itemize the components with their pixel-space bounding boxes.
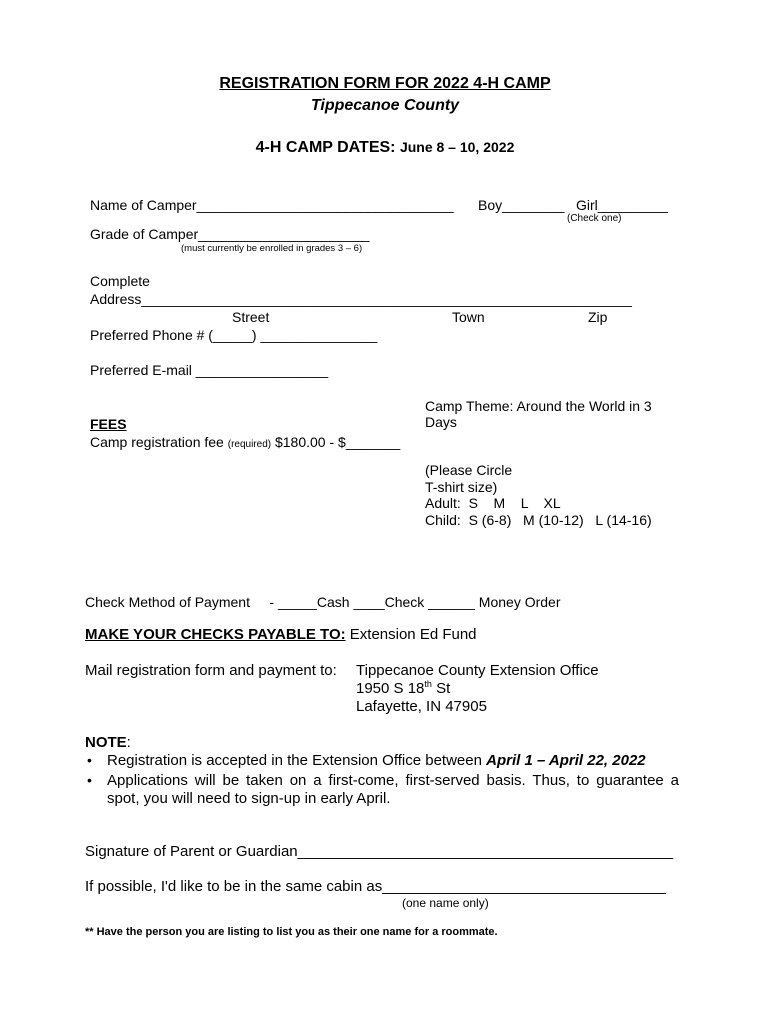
fees-heading: FEES (90, 416, 127, 432)
roommate-note: ** Have the person you are listing to list you as their one name for a roommate. (85, 926, 498, 938)
fee-required: (required) (227, 439, 272, 450)
grade-field[interactable]: Grade of Camper______________________ (90, 226, 370, 242)
form-title: REGISTRATION FORM FOR 2022 4-H CAMP (219, 75, 551, 92)
cabin-mate-field[interactable]: If possible, I'd like to be in the same cabin as__________________________________ (85, 878, 666, 895)
tshirt-child-sizes[interactable]: Child: S (6-8) M (10-12) L (14-16) (425, 512, 652, 528)
bullet-icon: • (87, 772, 92, 788)
mail-label: Mail registration form and payment to: (85, 662, 337, 679)
camp-theme-line1: Camp Theme: Around the World in 3 (425, 398, 652, 414)
fee-label: Camp registration fee (90, 434, 228, 450)
note-bullet-2-line2: spot, you will need to sign-up in early April. (107, 790, 391, 807)
payable-label: MAKE YOUR CHECKS PAYABLE TO: (85, 626, 346, 643)
tshirt-instruction-1: (Please Circle (425, 462, 513, 478)
town-caption: Town (452, 309, 485, 325)
note-bullet-2-line1: Applications will be taken on a first-come, first-served basis. Thus, to guarantee a (107, 772, 679, 789)
signature-field[interactable]: Signature of Parent or Guardian_____________________________________________ (85, 843, 674, 860)
camper-name-field[interactable]: Name of Camper_________________________________ (90, 197, 454, 213)
note-heading: NOTE: (85, 734, 131, 751)
camp-theme-line2: Days (425, 414, 457, 430)
tshirt-adult-sizes[interactable]: Adult: S M L XL (425, 495, 561, 511)
payable-value: Extension Ed Fund (345, 626, 477, 643)
tshirt-instruction-2: T-shirt size) (425, 479, 498, 495)
office-name: Tippecanoe County Extension Office (356, 662, 599, 679)
cabin-mate-note: (one name only) (402, 896, 489, 910)
note-bullet-1: Registration is accepted in the Extension Office between April 1 – April 22, 2022 (107, 752, 646, 769)
registration-fee-field[interactable] (90, 434, 400, 453)
address-label: Complete (90, 273, 150, 289)
bullet-icon: • (87, 752, 92, 768)
zip-caption: Zip (588, 309, 608, 325)
payable-line (85, 626, 477, 644)
office-city: Lafayette, IN 47905 (356, 698, 487, 715)
check-one-note: (Check one) (567, 213, 622, 224)
boy-checkbox-field[interactable]: Boy________ (478, 197, 565, 213)
county-subtitle: Tippecanoe County (310, 97, 460, 114)
office-street: 1950 S 18th St (356, 679, 451, 697)
grade-note: (must currently be enrolled in grades 3 – 6) (181, 243, 363, 254)
girl-checkbox-field[interactable]: Girl_________ (576, 197, 668, 213)
camp-dates (0, 137, 770, 158)
camp-dates-value: June 8 – 10, 2022 (399, 139, 515, 155)
address-field[interactable]: Address_______________________________________________________________ (90, 291, 632, 307)
payment-method-field[interactable]: Check Method of Payment - _____Cash ____Check ______ Money Order (85, 594, 561, 610)
email-field[interactable]: Preferred E-mail _________________ (90, 362, 329, 378)
street-caption: Street (232, 309, 270, 325)
phone-field[interactable]: Preferred Phone # (_____) _______________ (90, 327, 378, 343)
fee-amount: $180.00 - $_______ (271, 434, 401, 450)
camp-dates-label: 4-H CAMP DATES: (255, 139, 396, 156)
